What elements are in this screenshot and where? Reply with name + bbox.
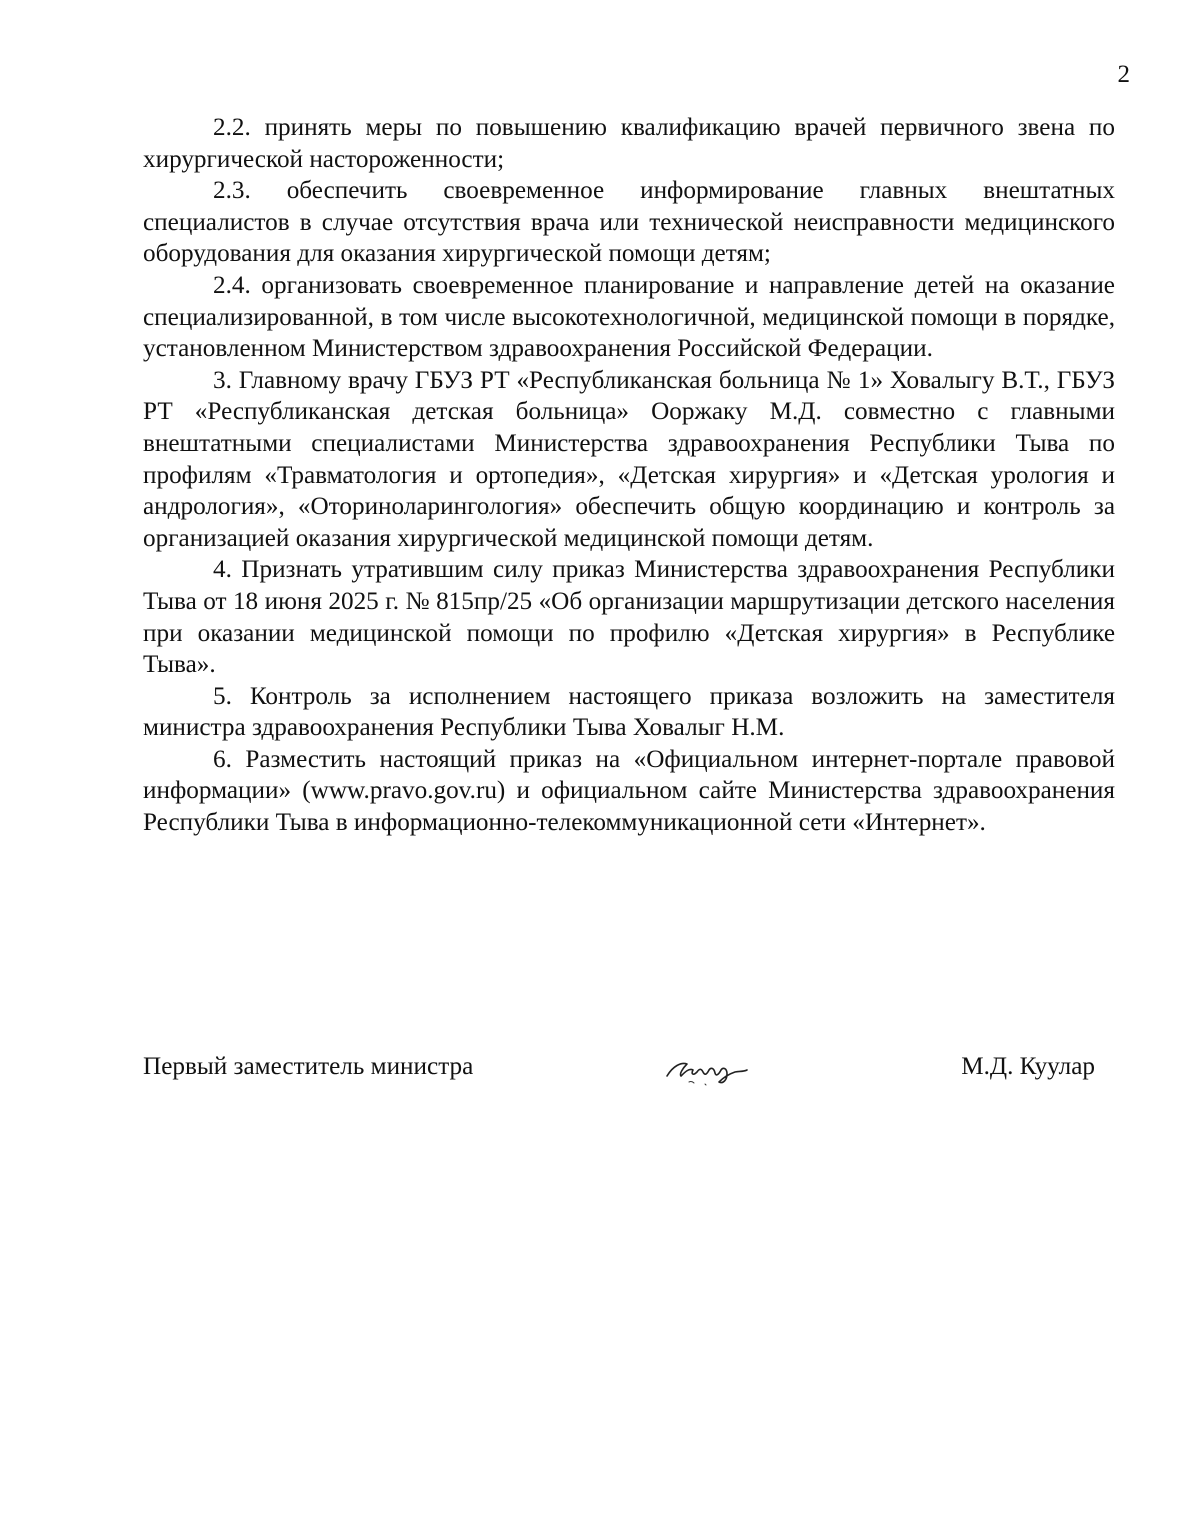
paragraph-4: 4. Признать утратившим силу приказ Министерства здравоохранения Республики Тыва от 18 июня 2025 г. № 815пр/25 «Об организации маршрутизации детского населения при оказании медицинской помощи по профилю «Детская хирургия» в Республике Тыва». (143, 556, 1115, 679)
paragraph-2-3: 2.3. обеспечить своевременное информирование главных внештатных специалистов в случае отсутствия врача или технической неисправности медицинского оборудования для оказания хирургической помощи детям; (143, 177, 1115, 268)
paragraph-6: 6. Разместить настоящий приказ на «Официальном интернет-портале правовой информации» (www.pravo.gov.ru) и официальном сайте Министерства здравоохранения Республики Тыва в информационно-телекоммуникационной сети «Интернет». (143, 745, 1115, 837)
paragraph-2-4: 2.4. организовать своевременное планирование и направление детей на оказание специализированной, в том числе высокотехнологичной, медицинской помощи в порядке, установленном Министерством здравоохранения Российской Федерации. (143, 271, 1115, 363)
paragraph-5: 5. Контроль за исполнением настоящего приказа возложить на заместителя министра здравоохранения Республики Тыва Ховалыг Н.М. (143, 682, 1115, 742)
signatory-position: Первый заместитель министра (143, 1053, 474, 1080)
handwritten-signature (661, 1052, 761, 1088)
signatory-name: М.Д. Куулар (961, 1053, 1095, 1080)
document-body (143, 112, 1115, 839)
paragraph-3: 3. Главному врачу ГБУЗ РТ «Республиканская больница № 1» Ховалыгу В.Т., ГБУЗ РТ «Республиканская детская больница» Ооржаку М.Д. совместно с главными внештатными специалистами Министерства здравоохранения Республики Тыва по профилям «Травматология и ортопедия», «Детская хирургия» и «Детская урология и андрология», «Оториноларингология» обеспечить общую координацию и контроль за организацией оказания хирургической медицинской помощи детям. (143, 366, 1115, 552)
signature-block (143, 1050, 1095, 1090)
paragraph-2-2: 2.2. принять меры по повышению квалификацию врачей первичного звена по хирургической настороженности; (143, 114, 1115, 173)
page-number: 2 (1117, 61, 1130, 88)
